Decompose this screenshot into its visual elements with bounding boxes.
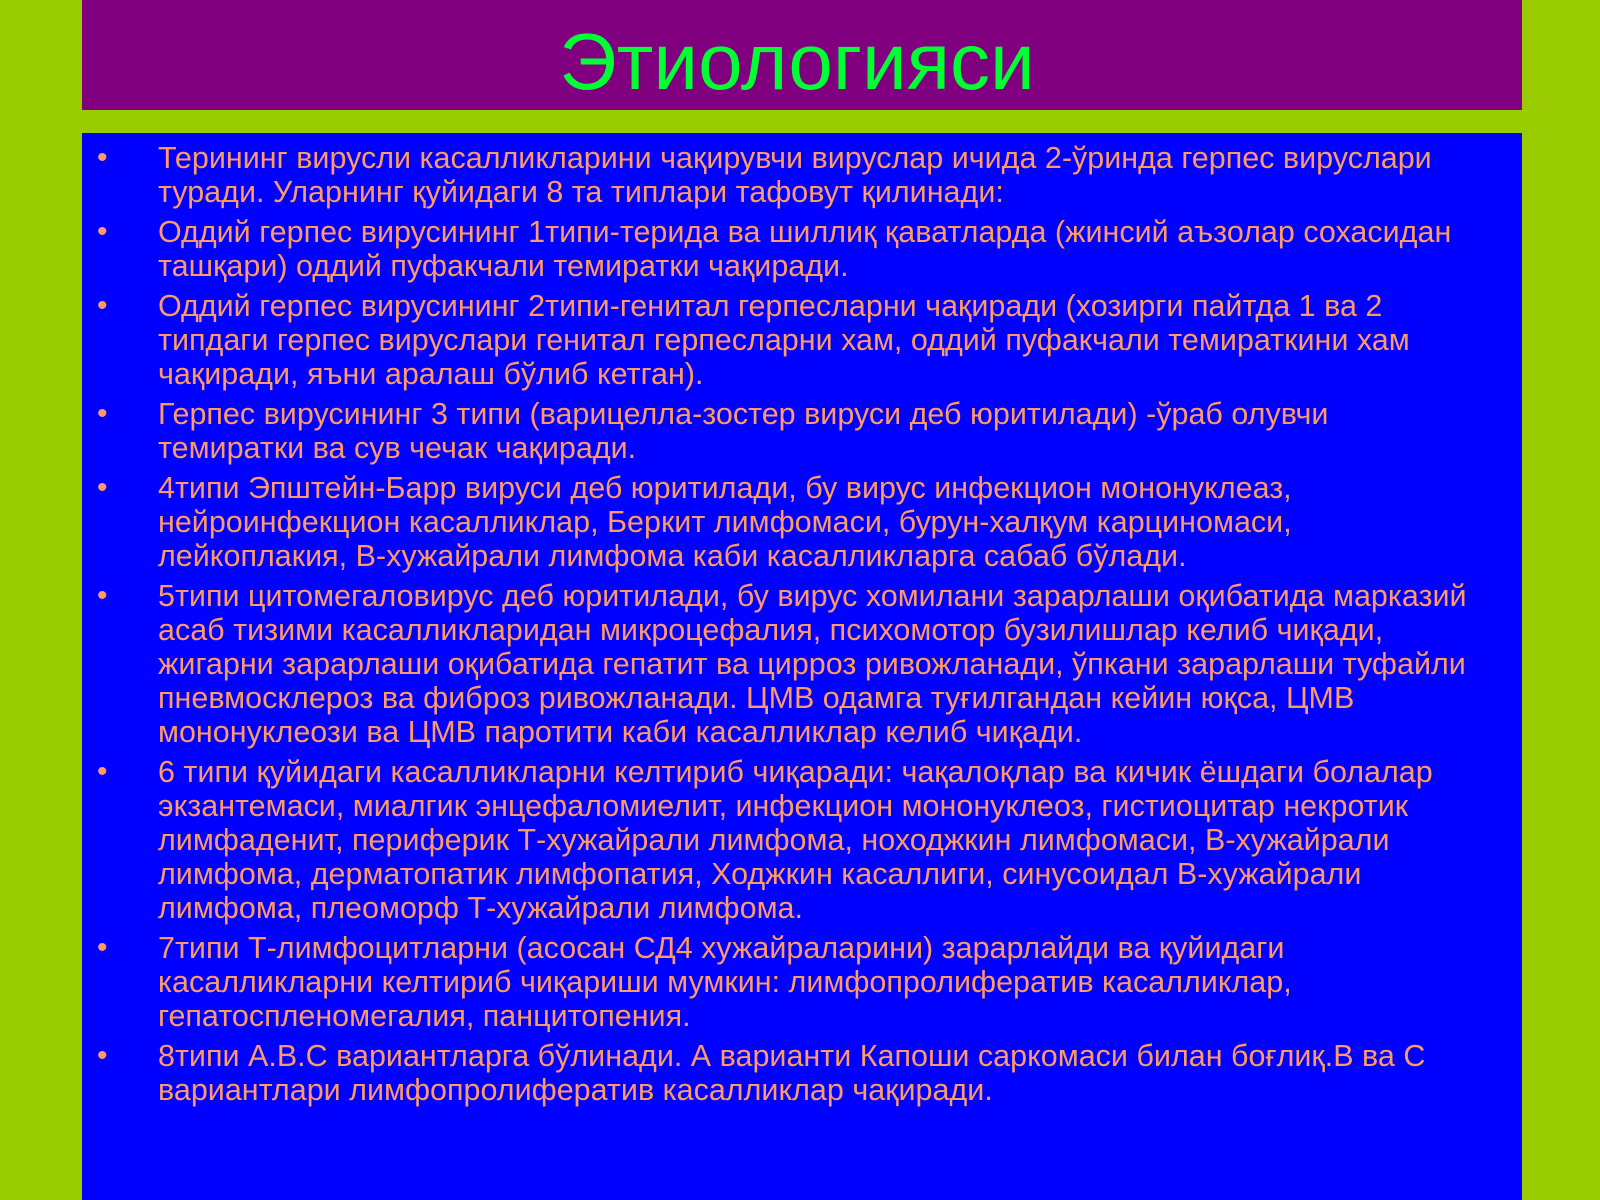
bullet-icon: • (97, 579, 108, 612)
list-item (82, 1039, 1482, 1107)
bullet-icon: • (97, 215, 108, 248)
list-item (82, 215, 1482, 283)
bullet-text: 6 типи қуйидаги касалликларни келтириб чиқаради: чақалоқлар ва кичик ёшдаги болалар экзантемаси, миалгик энцефаломиелит, инфекцион мононуклеоз, гистиоцитар некротик лимфаденит, периферик Т-хужайрали лимфома, ноходжкин лимфомаси, В-хужайрали лимфома, дерматопатик лимфопатия, Ходжкин касаллиги, синусоидал В-хужайрали лимфома, плеоморф Т-хужайрали лимфома. (158, 755, 1433, 925)
bullet-icon: • (97, 141, 108, 174)
bullet-text: 5типи цитомегаловирус деб юритилади, бу вирус хомилани зарарлаши оқибатида марказий асаб тизими касалликларидан микроцефалия, психомотор бузилишлар келиб чиқади, жигарни зарарлаши оқибатида гепатит ва цирроз ривожланади, ўпкани зарарлаши туфайли пневмосклероз ва фиброз ривожланади. ЦМВ одамга туғилгандан кейин юқса, ЦМВ мононуклеози ва ЦМВ паротити каби касалликлар келиб чиқади. (158, 579, 1467, 749)
list-item (82, 141, 1482, 209)
list-item (82, 397, 1482, 465)
bullet-icon: • (97, 755, 108, 788)
list-item (82, 289, 1482, 391)
list-item (82, 471, 1482, 573)
list-item (82, 579, 1482, 749)
bullet-text: Оддий герпес вирусининг 2типи-генитал герпесларни чақиради (хозирги пайтда 1 ва 2 типдаги герпес вируслари генитал герпесларни хам, оддий пуфакчали темираткини хам чақиради, яъни аралаш бўлиб кетган). (158, 289, 1410, 391)
bullet-text: Оддий герпес вирусининг 1типи-терида ва шиллиқ қаватларда (жинсий аъзолар сохасидан ташқари) оддий пуфакчали темиратки чақиради. (158, 215, 1452, 283)
content-box (82, 133, 1522, 1200)
bullet-text: 4типи Эпштейн-Барр вируси деб юритилади, бу вирус инфекцион мононуклеаз, нейроинфекцион касалликлар, Беркит лимфомаси, бурун-халқум карциномаси, лейкоплакия, В-хужайрали лимфома каби касалликларга сабаб бўлади. (158, 471, 1292, 573)
bullet-icon: • (97, 289, 108, 322)
bullet-icon: • (97, 931, 108, 964)
bullet-text: 8типи А.В.С вариантларга бўлинади. А варианти Капоши саркомаси билан боғлиқ.В ва С вариантлари лимфопролифератив касалликлар чақиради. (158, 1039, 1426, 1107)
bullet-text: Герпес вирусининг 3 типи (варицелла-зостер вируси деб юритилади) -ўраб олувчи темиратки ва сув чечак чақиради. (158, 397, 1329, 465)
list-item (82, 931, 1482, 1033)
bullet-text: 7типи Т-лимфоцитларни (асосан СД4 хужайраларини) зарарлайди ва қуйидаги касалликларни келтириб чиқариши мумкин: лимфопролифератив касалликлар, гепатоспленомегалия, панцитопения. (158, 931, 1292, 1033)
list-item (82, 755, 1482, 925)
bullet-list (82, 141, 1482, 1107)
title-bar (82, 0, 1522, 110)
bullet-icon: • (97, 471, 108, 504)
bullet-text: Терининг вирусли касалликларини чақирувчи вируслар ичида 2-ўринда герпес вируслари туради. Уларнинг қуйидаги 8 та типлари тафовут қилинади: (158, 141, 1432, 209)
bullet-icon: • (97, 1039, 108, 1072)
bullet-icon: • (97, 397, 108, 430)
slide-title: Этиологияси (559, 17, 1035, 106)
